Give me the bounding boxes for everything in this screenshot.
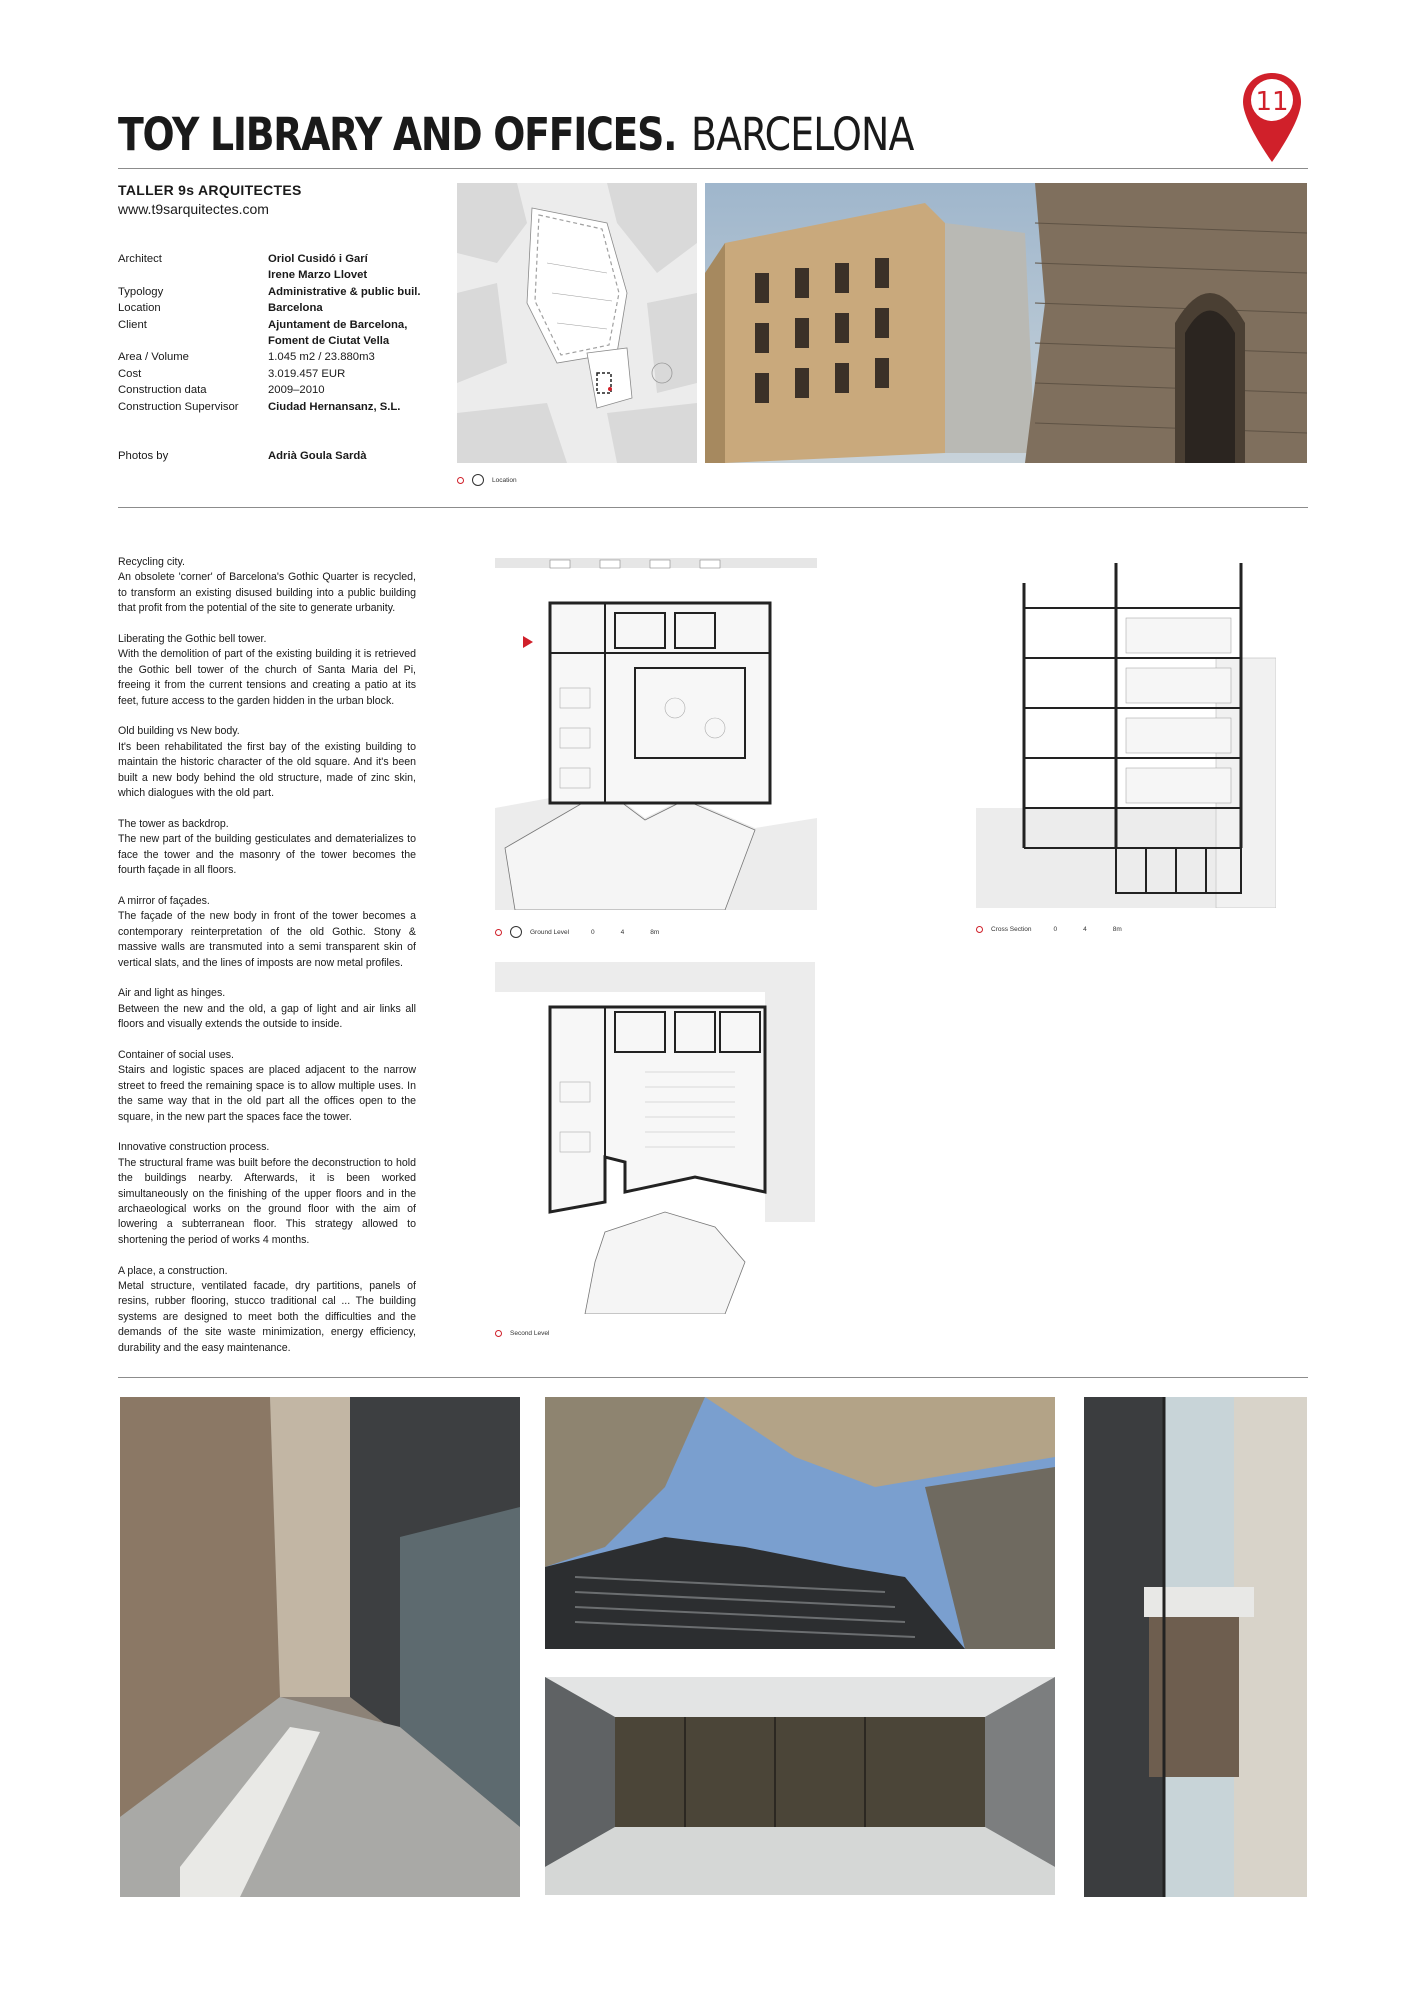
- spec-row: Construction data 2009–2010: [118, 384, 325, 397]
- title-main: TOY LIBRARY AND OFFICES.: [118, 108, 677, 161]
- spec-row: Architect Oriol Cusidó i Garí: [118, 253, 368, 265]
- spec-row: Location Barcelona: [118, 302, 323, 315]
- ground-level-plan: [495, 558, 817, 910]
- title-city: BARCELONA: [690, 108, 913, 161]
- interior-photo: [545, 1677, 1055, 1895]
- project-description: [118, 555, 416, 1371]
- compass-icon: [472, 474, 484, 486]
- cross-section-caption: Cross Section 0 4 8m: [976, 926, 1122, 933]
- description-paragraph: Innovative construction process. The structural frame was built before the deconstruction to hold the buildings nearby. Afterwards, it is been worked simultaneously on the finishing of the upper floors and in the archaeological works on the ground floor with the aim of lowering a subterranean floor. This strategy allowed to shortening the period of works 4 months.: [118, 1141, 416, 1246]
- description-paragraph: Recycling city. An obsolete 'corner' of Barcelona's Gothic Quarter is recycled, to transform an existing disused building into a public building that profit from the potential of the site to generate urbanity.: [118, 556, 416, 615]
- caption-bullet-icon: [495, 1330, 502, 1337]
- project-number: 11: [1255, 87, 1289, 117]
- spec-row: Cost 3.019.457 EUR: [118, 367, 346, 380]
- studio-website[interactable]: www.t9sarquitectes.com: [118, 201, 269, 217]
- location-map: [457, 183, 697, 463]
- second-level-caption: Second Level: [495, 1330, 549, 1337]
- project-specs: [118, 251, 438, 464]
- description-paragraph: Liberating the Gothic bell tower. With the demolition of part of the existing building it is retrieved the Gothic bell tower of the church of Santa Maria del Pi, freeing it from the current tensions and creating a patio at its feet, future access to the garden hidden in the urban block.: [118, 633, 416, 707]
- gallery-rule: [118, 1377, 1308, 1378]
- location-caption: Location: [457, 474, 517, 486]
- description-paragraph: A mirror of façades. The façade of the new body in front of the tower becomes a contemporary reinterpretation of the old Gothic. Stony & massive walls are transmuted into a semi transparent skin of vertical slats, and the lines of imposts are now metal profiles.: [118, 894, 416, 969]
- spec-row: Irene Marzo Llovet: [268, 269, 368, 282]
- description-paragraph: Air and light as hinges. Between the new and the old, a gap of light and air links all floors and visually extends the outside to inside.: [118, 987, 416, 1031]
- studio-name: TALLER 9s ARQUITECTES: [118, 182, 302, 198]
- map-pin-icon: [1240, 70, 1304, 166]
- cross-section: [976, 558, 1276, 908]
- spec-row: Area / Volume 1.045 m2 / 23.880m3: [118, 351, 375, 364]
- light-gap-photo: [1084, 1397, 1307, 1897]
- second-level-plan: [495, 962, 815, 1314]
- spec-row: Foment de Ciutat Vella: [268, 335, 390, 348]
- caption-bullet-icon: [495, 929, 502, 936]
- ground-level-caption: Ground Level 0 4 8m: [495, 926, 659, 938]
- courtyard-photo: [120, 1397, 520, 1897]
- photos-by-row: Photos by Adrià Goula Sardà: [118, 450, 367, 463]
- description-paragraph: Container of social uses. Stairs and logistic spaces are placed adjacent to the narrow street to freed the remaining space is to allow multiple uses. In the same way that in the old part all the offices open to the square, in the new part the spaces face the tower.: [118, 1048, 416, 1123]
- scale-bar: 0 4 8m: [1053, 926, 1122, 933]
- caption-bullet-icon: [976, 926, 983, 933]
- spec-row: Client Ajuntament de Barcelona,: [118, 318, 408, 331]
- sky-view-photo: [545, 1397, 1055, 1649]
- section-rule: [118, 507, 1308, 508]
- description-paragraph: Old building vs New body. It's been rehabilitated the first bay of the existing building to maintain the historic character of the old square. And it's been built a new body behind the old structure, made of zinc skin, which dialogues with the old part.: [118, 725, 416, 800]
- spec-row: Construction Supervisor Ciudad Hernansanz, S.L.: [118, 400, 401, 413]
- description-paragraph: A place, a construction. Metal structure, ventilated facade, dry partitions, panels of resins, rubber flooring, stucco traditional cal ... The building systems are designed to meet both the difficulties and the demands of the site waste minimization, energy efficiency, durability and the easy maintenance.: [118, 1264, 416, 1354]
- header-rule: [118, 168, 1308, 169]
- spec-row: Typology Administrative & public buil.: [118, 285, 421, 298]
- compass-icon: [510, 926, 522, 938]
- page-title: [118, 108, 955, 168]
- caption-bullet-icon: [457, 477, 464, 484]
- description-paragraph: The tower as backdrop. The new part of the building gesticulates and dematerializes to face the tower and the masonry of the tower becomes the fourth façade in all floors.: [118, 817, 416, 877]
- scale-bar: 0 4 8m: [591, 928, 660, 936]
- facade-photo: [705, 183, 1307, 463]
